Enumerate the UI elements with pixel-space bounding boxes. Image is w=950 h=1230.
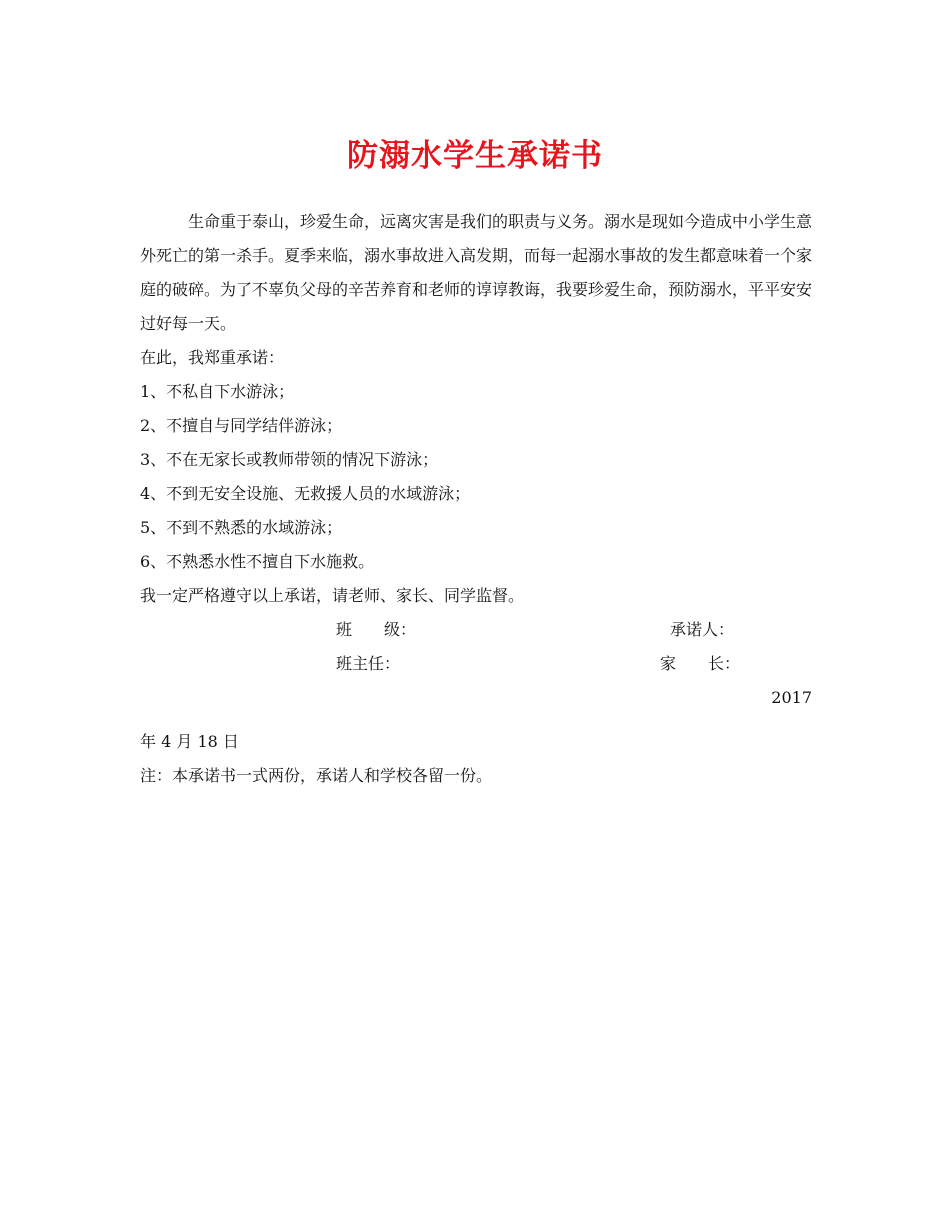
promise-item: 4、不到无安全设施、无救援人员的水域游泳； [140, 484, 471, 503]
promise-item: 6、不熟悉水性不擅自下水施救。 [140, 552, 375, 571]
document-body [140, 205, 812, 793]
signature-row-2 [140, 647, 812, 681]
date-rest: 年 4 月 18 日 [140, 732, 239, 751]
teacher-label: 班主任： [336, 654, 401, 673]
promisor-label: 承诺人： [670, 620, 735, 639]
closing-line: 我一定严格遵守以上承诺，请老师、家长、同学监督。 [140, 586, 525, 605]
promise-item: 1、不私自下水游泳； [140, 382, 295, 401]
intro-paragraph: 生命重于泰山，珍爱生命，远离灾害是我们的职责与义务。溺水是现如今造成中小学生意外死亡的第一杀手。夏季来临，溺水事故进入高发期，而每一起溺水事故的发生都意味着一个家庭的破碎。为了不辜负父母的辛苦养育和老师的谆谆教诲，我要珍爱生命，预防溺水，平平安安过好每一天。 [140, 212, 813, 333]
class-label: 班 级： [336, 620, 417, 639]
promise-item: 5、不到不熟悉的水域游泳； [140, 518, 343, 537]
promise-list [140, 375, 812, 579]
parent-label: 家 长： [660, 654, 741, 673]
promise-item: 3、不在无家长或教师带领的情况下游泳； [140, 450, 439, 469]
solemn-line: 在此，我郑重承诺： [140, 348, 285, 367]
page-title: 防溺水学生承诺书 [347, 138, 603, 174]
date-year: 2017 [771, 688, 812, 707]
signature-row-1 [140, 613, 812, 647]
note-line: 注：本承诺书一式两份，承诺人和学校各留一份。 [140, 766, 493, 785]
promise-item: 2、不擅自与同学结伴游泳； [140, 416, 343, 435]
